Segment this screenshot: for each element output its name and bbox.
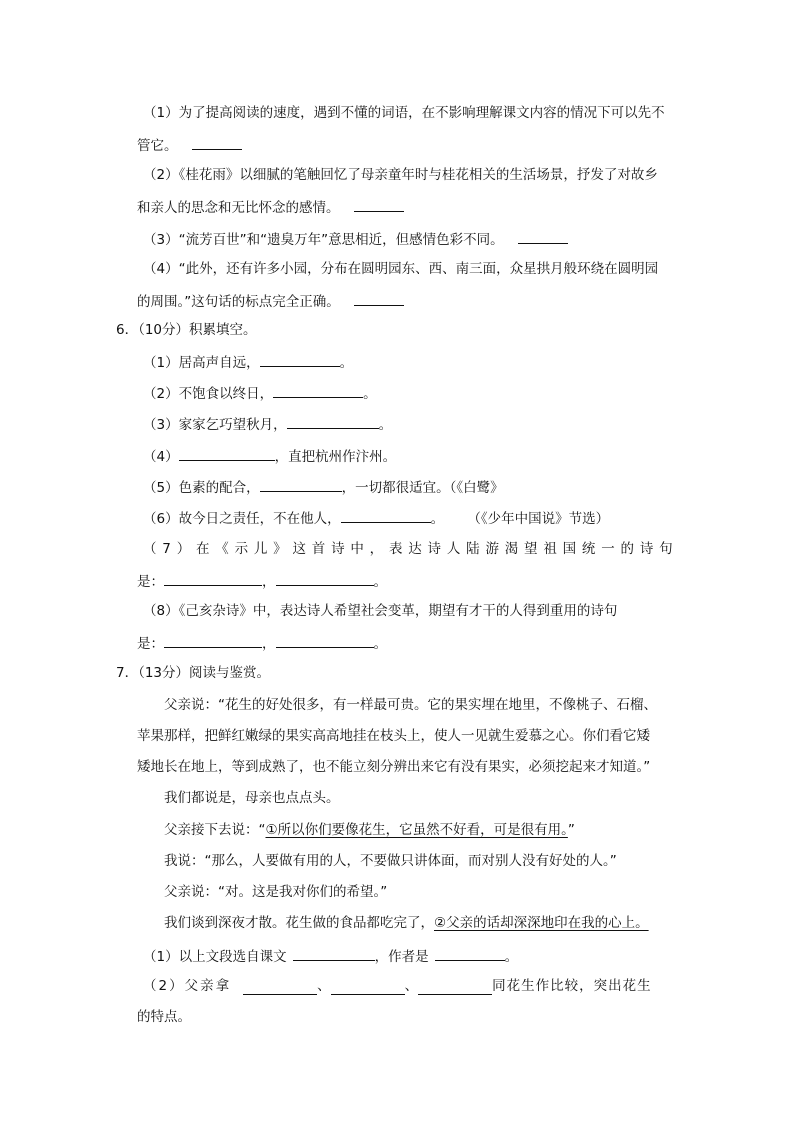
- q6-item7-line2: [137, 571, 387, 591]
- q6-item7-char: 望: [524, 541, 538, 557]
- q6-item5-post: ，一切都很适宜。（《白鹭》: [341, 480, 504, 496]
- q7-p3-pre: 父亲接下去说：“: [164, 822, 266, 838]
- q7-passage-line5: [164, 821, 575, 839]
- q6-item6-pre: （6）故今日之责任，不在他人，: [143, 511, 341, 527]
- answer-blank[interactable]: [276, 571, 374, 586]
- answer-blank[interactable]: [164, 571, 262, 586]
- answer-blank[interactable]: [418, 980, 492, 995]
- answer-blank[interactable]: [341, 508, 431, 523]
- q6-item5-pre: （5）色素的配合，: [143, 480, 260, 496]
- separator: 、: [317, 978, 331, 994]
- underlined-sentence-1: ①所以你们要像花生，它虽然不好看，可是很有用。: [265, 822, 568, 838]
- q6-item7-char: 渴: [504, 541, 519, 557]
- q6-item7-char: 游: [485, 541, 499, 557]
- q6-item6-source: （《少年中国说》节选）: [474, 511, 610, 527]
- q6-item7-char: 诗: [639, 541, 654, 557]
- answer-prefix: 是：: [137, 574, 164, 590]
- q6-item7-char: 达: [408, 541, 422, 557]
- q6-item4: [143, 446, 396, 466]
- q6-item7-char: 诗: [427, 541, 442, 557]
- q5-item1-tail: 管它。: [137, 138, 178, 154]
- q6-item7-char: 这: [292, 541, 306, 557]
- q7-passage-line6: 我说：“那么，人要做有用的人，不要做只讲体面，而对别人没有好处的人。”: [164, 853, 617, 869]
- answer-blank[interactable]: [331, 980, 405, 995]
- separator: 、: [404, 978, 419, 994]
- q5-item2-line2: [137, 197, 404, 217]
- q7-passage-line7: 父亲说：“对。这是我对你们的希望。”: [164, 884, 388, 900]
- q6-item1-pre: （1）居高声自远，: [143, 355, 260, 371]
- q6-item7-char: 中: [350, 541, 364, 557]
- q7-p3-post: ”: [567, 822, 575, 838]
- q7-p6-pre: 我们谈到深夜才散。花生做的食品都吃完了，: [164, 915, 434, 931]
- q6-item7-char: （: [143, 541, 157, 557]
- comma: ，: [262, 636, 276, 652]
- q5-item3-text: （3）“流芳百世”和“遗臭万年”意思相近，但感情色彩不同。: [143, 232, 504, 248]
- q7-passage-line2: 苹果那样，把鲜红嫩绿的果实高高地挂在枝头上，使人一见就生爱慕之心。你们看它矮: [137, 728, 650, 744]
- q6-item7-char: 国: [562, 541, 577, 557]
- answer-blank[interactable]: [435, 946, 505, 961]
- q7-passage-line3: 矮地长在地上，等到成熟了，也不能立刻分辨出来它有没有果实，必须挖起来才知道。”: [137, 759, 651, 775]
- q7-header: 7．（13分）阅读与鉴赏。: [116, 665, 271, 681]
- q6-item7-line1: [143, 540, 673, 558]
- q6-item7-char: 祖: [543, 541, 557, 557]
- q6-item2-post: 。: [363, 386, 377, 402]
- q6-header: 6．（10分）积累填空。: [116, 322, 257, 338]
- q5-item3-line: [143, 229, 568, 249]
- answer-blank[interactable]: [260, 352, 340, 367]
- answer-blank[interactable]: [354, 197, 404, 212]
- q7-sub1-post: 。: [504, 949, 519, 965]
- q7-sub2-line1: [143, 977, 675, 995]
- q6-item7-char: 陆: [466, 541, 480, 557]
- q6-item1-post: 。: [339, 355, 354, 371]
- q6-item7-char: 示: [234, 541, 249, 557]
- q7-sub1-pre: （1）以上文段选自课文: [143, 949, 287, 965]
- q6-item7-char: 统: [581, 541, 596, 557]
- q6-item4-post: ，直把杭州作汴州。: [274, 449, 397, 465]
- q6-item7-char: 》: [273, 541, 287, 557]
- q6-item7-char: 表: [388, 541, 403, 557]
- q6-item8-line2: [137, 633, 387, 653]
- q6-item7-char: 人: [446, 541, 461, 557]
- comma: ，: [262, 574, 276, 590]
- q6-item7-char: 的: [620, 541, 635, 557]
- answer-blank[interactable]: [287, 414, 379, 429]
- answer-blank[interactable]: [243, 980, 317, 995]
- q6-item7-char: 句: [659, 541, 673, 557]
- q6-item3: [143, 414, 392, 434]
- q5-item2-tail: 和亲人的思念和无比怀念的感情。: [137, 200, 340, 216]
- q6-item7-char: ，: [369, 541, 384, 557]
- q6-item7-char: 诗: [331, 541, 345, 557]
- q7-sub1-mid: ，作者是: [374, 949, 429, 965]
- q5-item4-line2: [137, 291, 404, 311]
- q6-item7-char: ）: [176, 541, 191, 557]
- q5-item1-line2: [137, 135, 242, 155]
- q6-item7-char: 《: [215, 541, 229, 557]
- q5-item2-line1: （2）《桂花雨》以细腻的笔触回忆了母亲童年时与桂花相关的生活场景，抒发了对故乡: [143, 167, 658, 183]
- q5-item4-line1: （4）“此外，还有许多小园，分布在圆明园东、西、南三面，众星拱月般环绕在圆明园: [143, 261, 659, 277]
- answer-prefix: 是：: [137, 636, 164, 652]
- answer-blank[interactable]: [293, 946, 375, 961]
- answer-blank[interactable]: [179, 446, 275, 461]
- q6-item2-pre: （2）不饱食以终日，: [143, 386, 274, 402]
- underlined-sentence-2: ②父亲的话却深深地印在我的心上。: [434, 915, 649, 931]
- answer-blank[interactable]: [354, 291, 404, 306]
- q5-item1-line1: （1）为了提高阅读的速度，遇到不懂的词语，在不影响理解课文内容的情况下可以先不: [143, 105, 665, 121]
- period: 。: [373, 574, 387, 590]
- q7-sub2-pre: （2）父亲拿: [143, 978, 232, 994]
- answer-blank[interactable]: [276, 633, 374, 648]
- q6-item6: [143, 508, 609, 528]
- q7-passage-line8: [164, 914, 649, 932]
- q6-item1: [143, 352, 353, 372]
- q7-passage-line4: 我们都说是，母亲也点点头。: [164, 790, 340, 806]
- q6-item6-post: 。: [430, 511, 445, 527]
- answer-blank[interactable]: [164, 633, 262, 648]
- q6-item7-char: 一: [601, 541, 615, 557]
- answer-blank[interactable]: [192, 135, 242, 150]
- q7-sub2-post: 同花生作比较，突出花生: [492, 978, 652, 994]
- q6-item7-char: 首: [311, 541, 326, 557]
- q7-passage-line1: 父亲说：“花生的好处很多，有一样最可贵。它的果实埋在地里，不像桃子、石榴、: [164, 697, 657, 713]
- q6-item2: [143, 383, 377, 403]
- q6-item7-char: 在: [195, 541, 210, 557]
- answer-blank[interactable]: [518, 229, 568, 244]
- q7-sub1: [143, 946, 518, 966]
- q6-item3-pre: （3）家家乞巧望秋月，: [143, 417, 287, 433]
- q6-item3-post: 。: [378, 417, 393, 433]
- answer-blank[interactable]: [260, 477, 342, 492]
- period: 。: [373, 636, 387, 652]
- q6-item4-pre: （4）: [143, 449, 179, 465]
- q5-item4-tail: 的周围。”这句话的标点完全正确。: [137, 294, 340, 310]
- q7-sub2-line2: 的特点。: [137, 1009, 191, 1025]
- q6-item5: [143, 477, 504, 497]
- q6-item8-line1: （8）《己亥杂诗》中，表达诗人希望社会变革，期望有才干的人得到重用的诗句: [143, 603, 618, 619]
- answer-blank[interactable]: [273, 383, 363, 398]
- q6-item7-char: 7: [162, 541, 171, 557]
- q6-item7-char: 儿: [253, 541, 268, 557]
